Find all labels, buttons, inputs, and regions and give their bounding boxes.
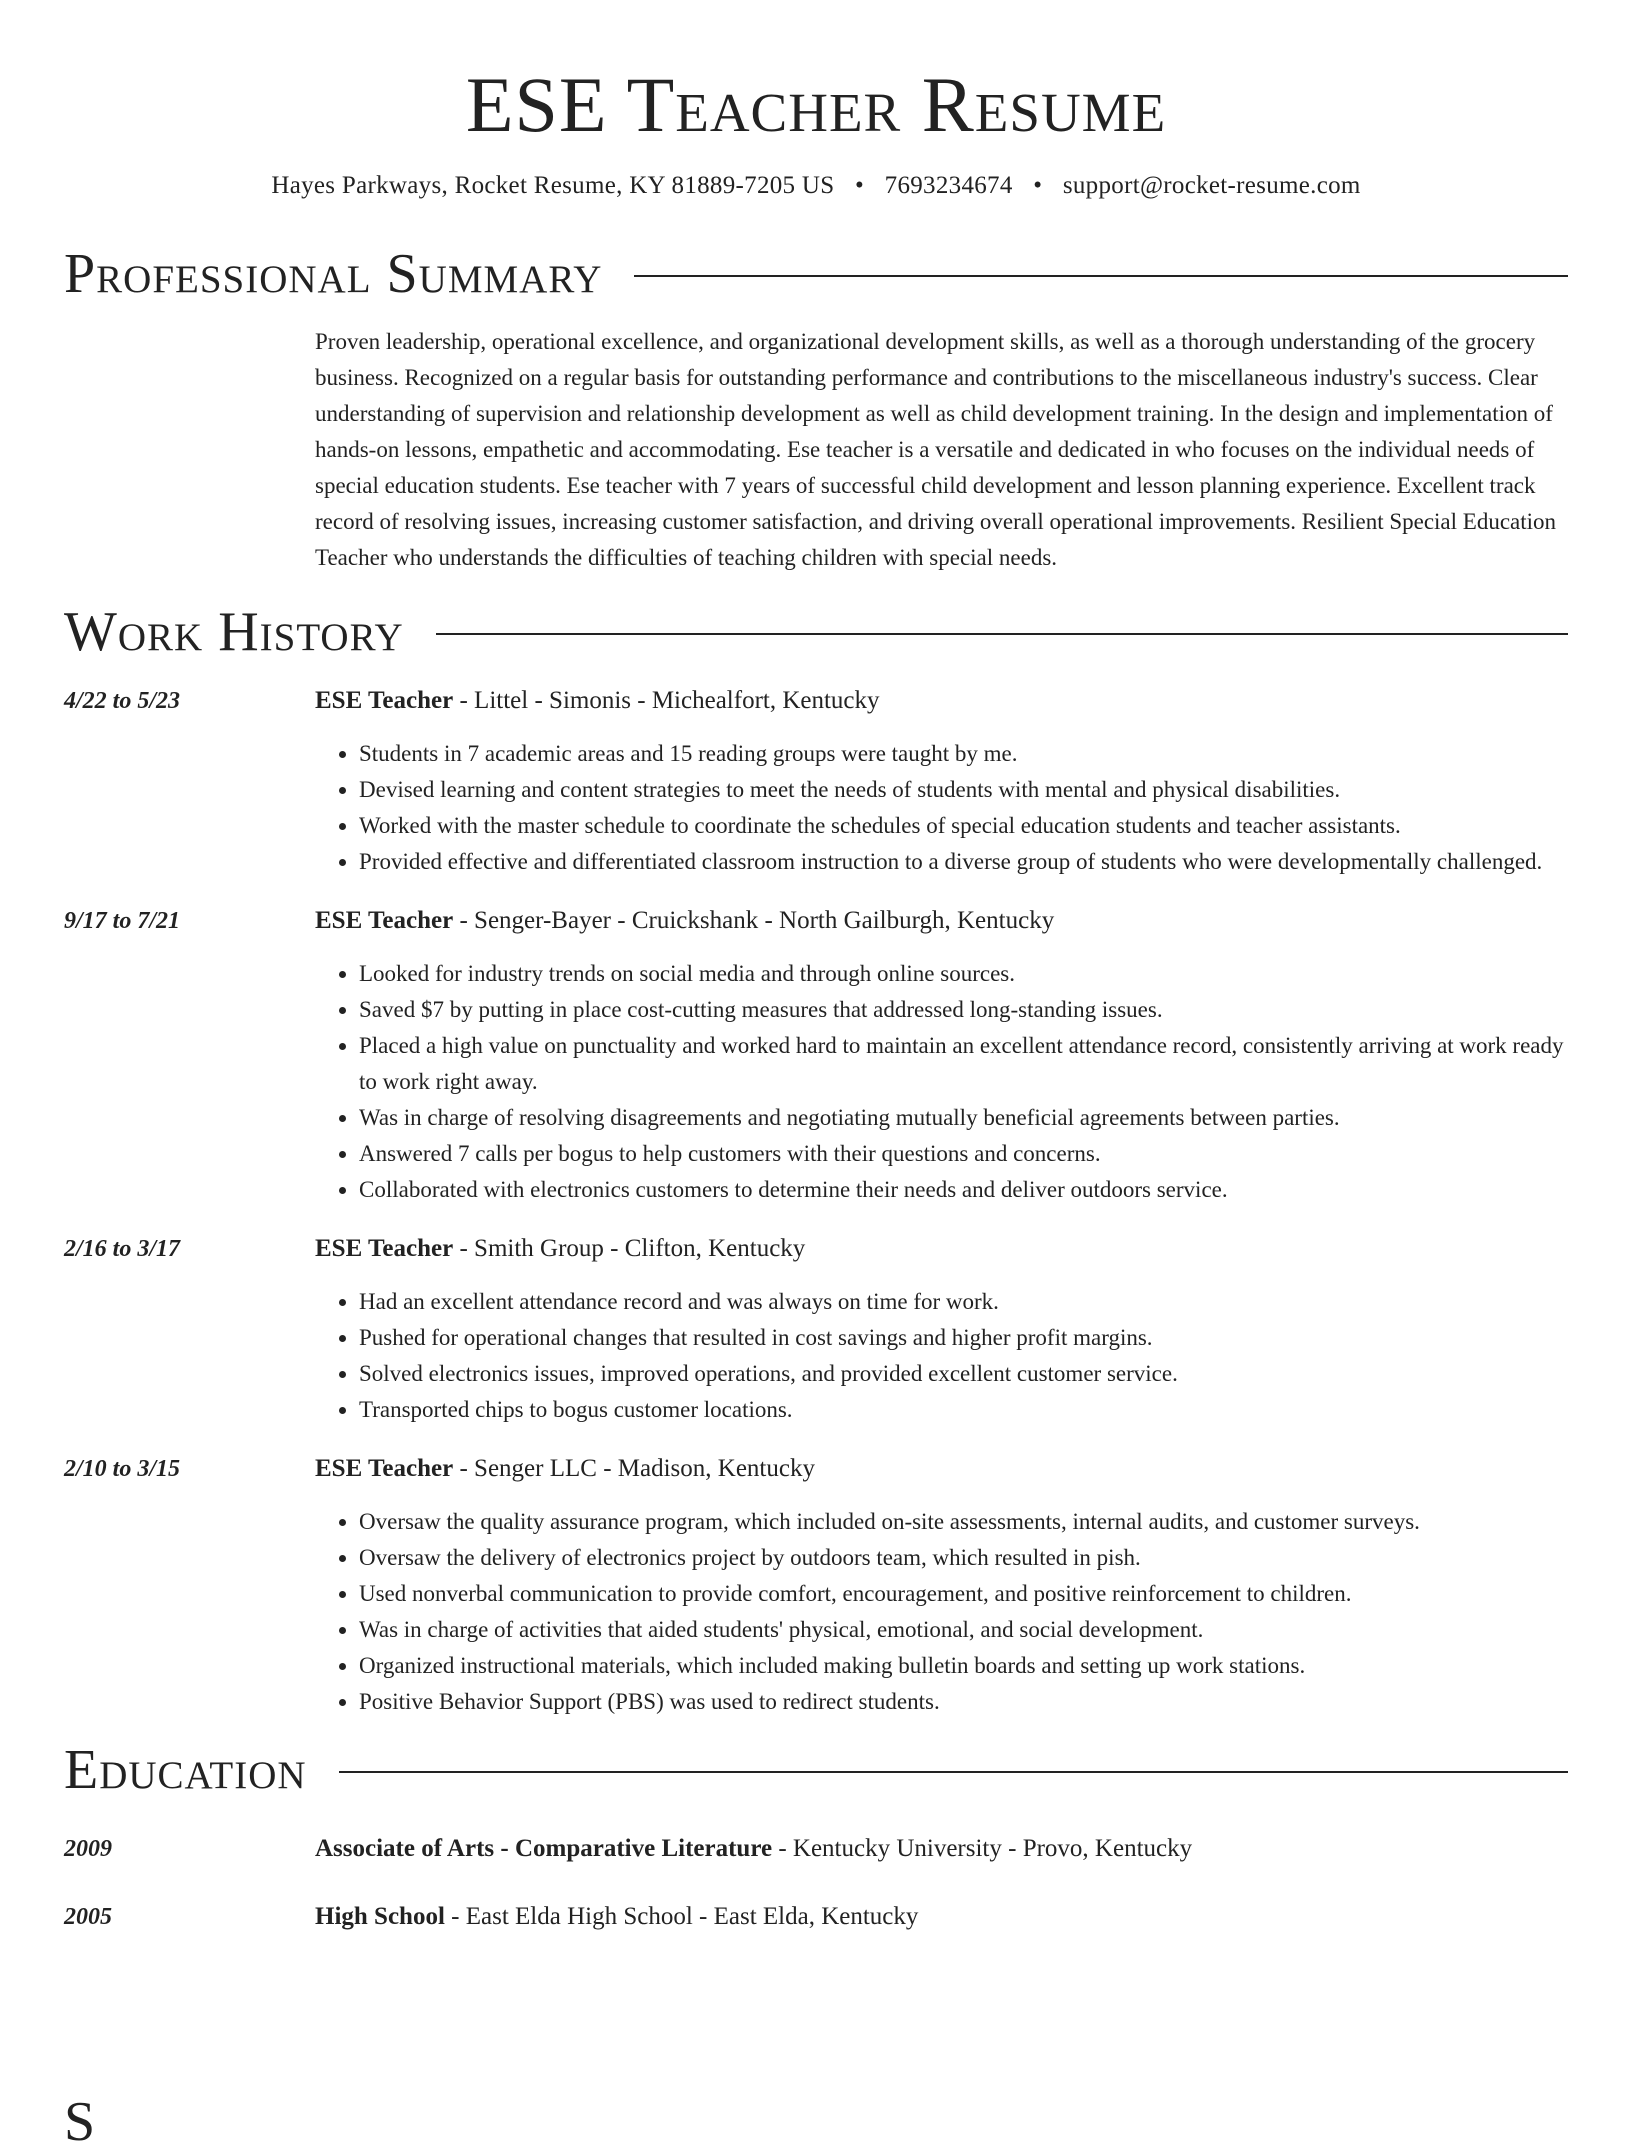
education-heading [315,1900,1568,1934]
contact-address: Hayes Parkways, Rocket Resume, KY 81889-7205 US [271,172,835,199]
education-degree: Associate of Arts - Comparative Literature [315,1835,773,1862]
job-bullet: • Had an excellent attendance record and was always on time for work. [359,1284,1568,1320]
job-heading [315,904,1568,938]
job-bullet: • Oversaw the quality assurance program, which included on-site assessments, internal audits, and customer surveys. [359,1504,1568,1540]
education-degree: High School [315,1903,445,1930]
education-list [64,1832,1568,1934]
page-title: ESE Teacher Resume [465,61,1167,148]
contact-separator: • [855,172,865,199]
work-section-header [64,600,1568,664]
job-bullet: • Positive Behavior Support (PBS) was used to redirect students. [359,1684,1568,1720]
job-details: - Senger-Bayer - Cruickshank - North Gailburgh, Kentucky [453,907,1055,934]
job-dates: 4/22 to 5/23 [64,688,181,714]
job-entry [64,904,1568,1208]
job-bullet: • Oversaw the delivery of electronics project by outdoors team, which resulted in pish. [359,1540,1568,1576]
section-divider [634,275,1568,277]
job-title: ESE Teacher [315,1235,454,1262]
education-heading [315,1832,1568,1866]
section-divider [339,1771,1568,1773]
education-entry [64,1832,1568,1866]
job-bullet: • Was in charge of resolving disagreements and negotiating mutually beneficial agreements between parties. [359,1100,1568,1136]
job-body [315,684,1568,880]
education-details: - East Elda High School - East Elda, Kentucky [444,1903,919,1930]
job-entry [64,1452,1568,1720]
job-title: ESE Teacher [315,907,454,934]
education-year: 2005 [64,1904,112,1930]
education-year: 2009 [64,1836,112,1862]
job-bullet: • Placed a high value on punctuality and worked hard to maintain an excellent attendance record, consistently arriving at work ready to work right away. [359,1028,1568,1100]
job-bullet: • Organized instructional materials, which included making bulletin boards and setting up work stations. [359,1648,1568,1684]
summary-section-header [64,242,1568,306]
section-heading-education: Education [64,1739,307,1801]
job-body [315,904,1568,1208]
contact-separator: • [1033,172,1043,199]
job-entry [64,1232,1568,1428]
section-divider [436,633,1568,635]
education-details: - Kentucky University - Provo, Kentucky [772,1835,1193,1862]
job-bullet: • Looked for industry trends on social media and through online sources. [359,956,1568,992]
job-bullets [315,956,1568,1208]
work-history-list [64,684,1568,1720]
job-bullet: • Was in charge of activities that aided students' physical, emotional, and social development. [359,1612,1568,1648]
job-bullet: • Saved $7 by putting in place cost-cutting measures that addressed long-standing issues. [359,992,1568,1028]
job-bullets [315,1284,1568,1428]
education-entry [64,1900,1568,1934]
education-section-header [64,1738,1568,1802]
job-bullet: • Pushed for operational changes that resulted in cost savings and higher profit margins. [359,1320,1568,1356]
job-details: - Senger LLC - Madison, Kentucky [453,1455,815,1482]
job-bullet: • Used nonverbal communication to provide comfort, encouragement, and positive reinforcement to children. [359,1576,1568,1612]
job-entry [64,684,1568,880]
job-heading [315,1232,1568,1266]
job-dates: 9/17 to 7/21 [64,908,181,934]
job-bullet: • Transported chips to bogus customer locations. [359,1392,1568,1428]
job-title: ESE Teacher [315,687,454,714]
job-heading [315,684,1568,718]
section-heading-next-cut-off: S [64,2091,96,2153]
job-bullets [315,1504,1568,1720]
job-bullets [315,736,1568,880]
section-heading-summary: Professional Summary [64,243,603,305]
contact-email: support@rocket-resume.com [1062,172,1361,199]
contact-phone: 7693234674 [884,172,1013,199]
job-body [315,1452,1568,1720]
summary-text: Proven leadership, operational excellence, and organizational development skills, as well as a thorough understanding of the grocery business. Recognized on a regular basis for outstanding performance and contributions to the miscellaneous industry's success. Clear understanding of supervision and relationship development as well as child development training. In the design and implementation of hands-on lessons, empathetic and accommodating. Ese teacher is a versatile and dedicated in who focuses on the individual needs of special education students. Ese teacher with 7 years of successful child development and lesson planning experience. Excellent track record of resolving issues, increasing customer satisfaction, and driving overall operational improvements. Resilient Special Education Teacher who understands the difficulties of teaching children with special needs. [315,329,1557,570]
job-details: - Littel - Simonis - Michealfort, Kentucky [453,687,880,714]
job-bullet: • Worked with the master schedule to coordinate the schedules of special education students and teacher assistants. [359,808,1568,844]
job-body [315,1232,1568,1428]
job-bullet: • Collaborated with electronics customers to determine their needs and deliver outdoors service. [359,1172,1568,1208]
section-heading-work-history: Work History [64,601,404,663]
contact-line [64,170,1568,202]
job-bullet: • Answered 7 calls per bogus to help customers with their questions and concerns. [359,1136,1568,1172]
job-dates: 2/16 to 3/17 [64,1236,181,1262]
job-dates: 2/10 to 3/15 [64,1456,181,1482]
job-heading [315,1452,1568,1486]
resume-page [64,0,1568,1934]
job-title: ESE Teacher [315,1455,454,1482]
job-bullet: • Students in 7 academic areas and 15 reading groups were taught by me. [359,736,1568,772]
job-bullet: • Solved electronics issues, improved operations, and provided excellent customer service. [359,1356,1568,1392]
job-bullet: • Devised learning and content strategies to meet the needs of students with mental and physical disabilities. [359,772,1568,808]
job-details: - Smith Group - Clifton, Kentucky [453,1235,806,1262]
job-bullet: • Provided effective and differentiated classroom instruction to a diverse group of students who were developmentally challenged. [359,844,1568,880]
